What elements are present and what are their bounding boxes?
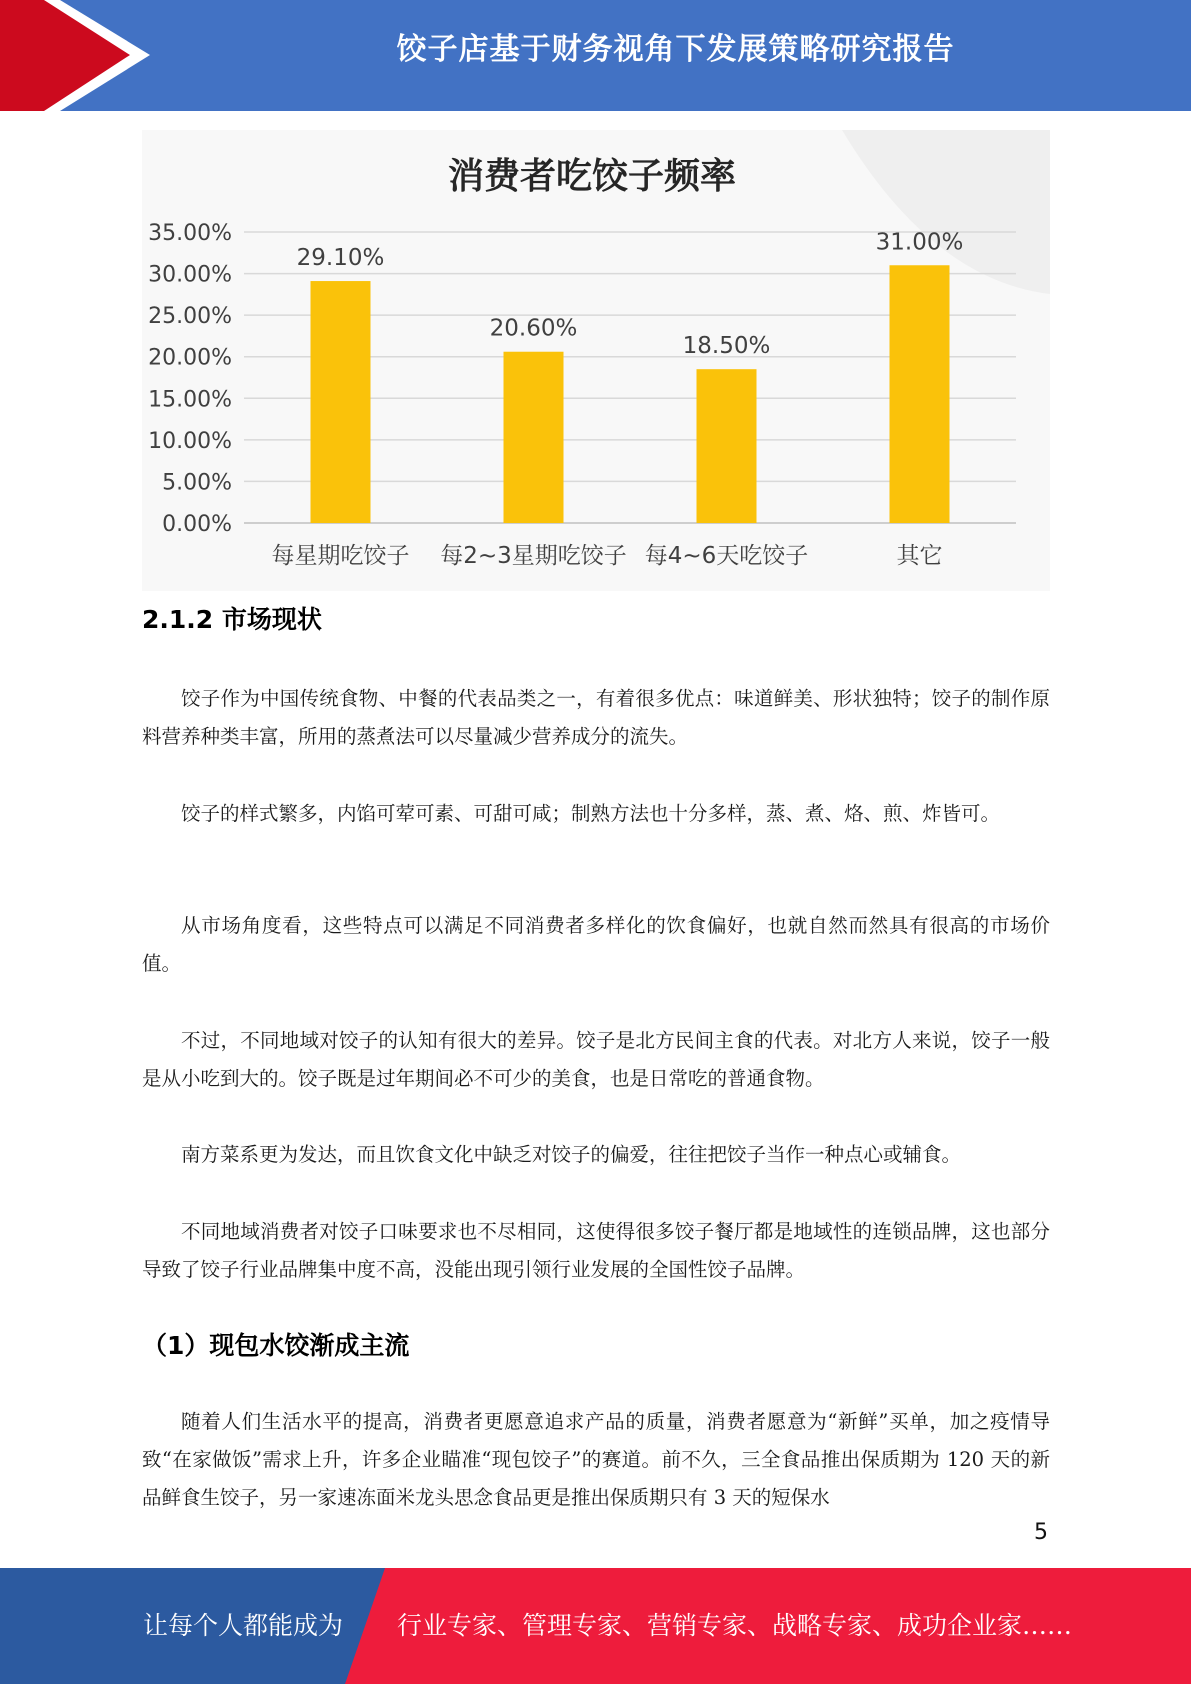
section-heading: 2.1.2 市场现状 bbox=[142, 605, 322, 634]
footer-slogan-left: 让每个人都能成为 bbox=[143, 1611, 344, 1640]
header-title: 饺子店基于财务视角下发展策略研究报告 bbox=[396, 32, 955, 67]
bar-data-label: 18.50% bbox=[682, 333, 771, 360]
paragraph-3: 从市场角度看，这些特点可以满足不同消费者多样化的饮食偏好，也就自然而然具有很高的市场价值。 bbox=[142, 914, 1050, 975]
y-tick-label: 25.00% bbox=[148, 304, 232, 330]
x-tick-label: 每4~6天吃饺子 bbox=[644, 543, 809, 569]
y-tick-label: 35.00% bbox=[148, 221, 232, 246]
chart-bar bbox=[890, 265, 950, 523]
page-header bbox=[0, 0, 1191, 111]
y-tick-label: 0.00% bbox=[162, 512, 232, 537]
chart-bar bbox=[697, 369, 757, 523]
x-tick-label: 每星期吃饺子 bbox=[271, 543, 410, 569]
chart-title: 消费者吃饺子频率 bbox=[447, 155, 737, 197]
paragraph-2: 饺子的样式繁多，内馅可荤可素、可甜可咸；制熟方法也十分多样，蒸、煮、烙、煎、炸皆可。 bbox=[181, 802, 1001, 825]
x-tick-label: 每2~3星期吃饺子 bbox=[440, 543, 627, 569]
bar-data-label: 31.00% bbox=[875, 229, 964, 256]
page-number: 5 bbox=[1034, 1520, 1048, 1545]
page-footer bbox=[0, 1568, 1191, 1684]
chart-bar bbox=[504, 352, 564, 523]
x-tick-label: 其它 bbox=[896, 543, 943, 569]
bar-data-label: 20.60% bbox=[489, 315, 578, 342]
paragraph-1: 饺子作为中国传统食物、中餐的代表品类之一，有着很多优点：味道鲜美、形状独特；饺子的制作原料营养种类丰富，所用的蒸煮法可以尽量减少营养成分的流失。 bbox=[142, 687, 1050, 748]
chart-canvas bbox=[142, 130, 1050, 591]
subsection-heading: （1）现包水饺渐成主流 bbox=[142, 1331, 410, 1360]
y-tick-label: 30.00% bbox=[148, 262, 232, 288]
paragraph-5: 南方菜系更为发达，而且饮食文化中缺乏对饺子的偏爱，往往把饺子当作一种点心或辅食。 bbox=[181, 1143, 962, 1166]
bar-data-label: 29.10% bbox=[296, 245, 385, 272]
paragraph-7: 随着人们生活水平的提高，消费者更愿意追求产品的质量，消费者愿意为“新鲜”买单，加之疫情导致“在家做饭”需求上升，许多企业瞄准“现包饺子”的赛道。前不久，三全食品推出保质期为 120 天的新品鲜食生饺子，另一家速冻面米龙头思念食品更是推出保质期只有 3 天的短保水 bbox=[142, 1410, 1050, 1509]
y-tick-label: 20.00% bbox=[148, 345, 232, 371]
y-tick-label: 15.00% bbox=[148, 387, 232, 413]
footer-slogan-right: 行业专家、管理专家、营销专家、战略专家、成功企业家…… bbox=[397, 1611, 1073, 1640]
frequency-bar-chart bbox=[142, 130, 1050, 591]
paragraph-4: 不过，不同地域对饺子的认知有很大的差异。饺子是北方民间主食的代表。对北方人来说，饺子一般是从小吃到大的。饺子既是过年期间必不可少的美食，也是日常吃的普通食物。 bbox=[142, 1029, 1050, 1090]
y-tick-label: 5.00% bbox=[162, 470, 232, 496]
paragraph-6: 不同地域消费者对饺子口味要求也不尽相同，这使得很多饺子餐厅都是地域性的连锁品牌，这也部分导致了饺子行业品牌集中度不高，没能出现引领行业发展的全国性饺子品牌。 bbox=[142, 1220, 1050, 1281]
chart-bar bbox=[311, 281, 371, 523]
y-tick-label: 10.00% bbox=[148, 428, 232, 454]
